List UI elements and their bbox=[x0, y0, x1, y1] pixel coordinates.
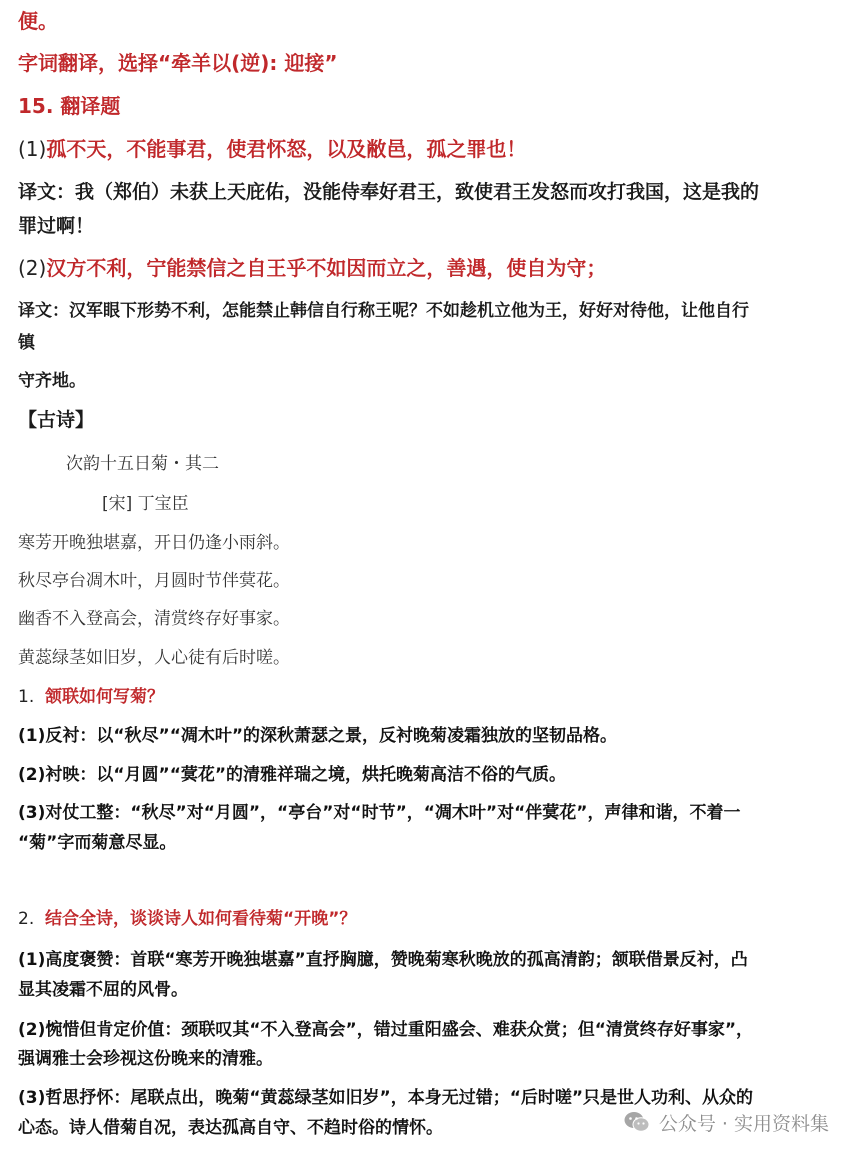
watermark bbox=[623, 1107, 829, 1137]
answer-line: 强调雅士会珍视这份晚来的清雅。 bbox=[18, 1049, 273, 1069]
watermark-text: 公众号 · 实用资料集 bbox=[658, 1112, 829, 1135]
answer-line: (2)惋惜但肯定价值：颈联叹其“不入登高会”，错过重阳盛会、难获众赏；但“清赏终存好事家”， bbox=[18, 1020, 754, 1040]
translation-text: 镇 bbox=[18, 333, 35, 353]
poem-line: 黄蕊绿茎如旧岁，人心徒有后时嗟。 bbox=[18, 648, 290, 668]
poem-title: 次韵十五日菊・其二 bbox=[66, 454, 219, 474]
answer-line: (3)对仗工整：“秋尽”对“月圆”，“亭台”对“时节”，“凋木叶”对“伴蓂花”，声律和谐，不着一 bbox=[18, 803, 741, 823]
translation-text: 守齐地。 bbox=[18, 371, 86, 391]
original-sentence: 孤不天，不能事君，使君怀怒，以及敝邑，孤之罪也！ bbox=[46, 137, 527, 161]
poem-line: 寒芳开晚独堪嘉，开日仍逢小雨斜。 bbox=[18, 533, 290, 553]
poem-line: 秋尽亭台凋木叶，月圆时节伴蓂花。 bbox=[18, 571, 290, 591]
question-2 bbox=[18, 906, 356, 932]
answer-line: (2)衬映：以“月圆”“蓂花”的清雅祥瑞之境，烘托晚菊高洁不俗的气质。 bbox=[18, 765, 567, 785]
section-heading: 15. 翻译题 bbox=[18, 94, 121, 118]
answer-line: 心态。诗人借菊自况，表达孤高自守、不趋时俗的情怀。 bbox=[18, 1118, 443, 1138]
text-line: 便。 bbox=[18, 9, 58, 33]
answer-line: (3)哲思抒怀：尾联点出，晚菊“黄蕊绿茎如旧岁”，本身无过错；“后时嗟”只是世人功利、从众的 bbox=[18, 1088, 754, 1108]
question-number: 2. bbox=[18, 909, 35, 929]
translation-item-2 bbox=[18, 255, 606, 281]
question-text: 结合全诗，谈谈诗人如何看待菊“开晚”？ bbox=[45, 909, 357, 929]
item-number: (2) bbox=[18, 256, 47, 280]
translation-text: 罪过啊！ bbox=[18, 215, 95, 237]
translation-text: 译文：汉军眼下形势不利，怎能禁止韩信自行称王呢？不如趁机立他为王，好好对待他，让他自行 bbox=[18, 301, 749, 321]
original-sentence: 汉方不利，宁能禁信之自王乎不如因而立之，善遇，使自为守； bbox=[46, 256, 607, 280]
answer-line: (1)高度褒赞：首联“寒芳开晚独堪嘉”直抒胸臆，赞晚菊寒秋晚放的孤高清韵；颔联借景反衬，凸 bbox=[18, 950, 748, 970]
answer-line: 显其凌霜不屈的风骨。 bbox=[18, 980, 188, 1000]
item-number: (1) bbox=[18, 137, 47, 161]
answer-line: (1)反衬：以“秋尽”“凋木叶”的深秋萧瑟之景，反衬晚菊凌霜独放的坚韧品格。 bbox=[18, 726, 618, 746]
poem-author: [宋] 丁宝臣 bbox=[102, 494, 189, 514]
wechat-icon bbox=[623, 1110, 651, 1134]
poem-line: 幽香不入登高会，清赏终存好事家。 bbox=[18, 609, 290, 629]
section-heading-poem: 【古诗】 bbox=[18, 409, 95, 431]
translation-text: 译文：我（郑伯）未获上天庇佑，没能侍奉好君王，致使君王发怒而攻打我国，这是我的 bbox=[18, 181, 760, 203]
question-number: 1. bbox=[18, 687, 35, 707]
answer-line: “菊”字而菊意尽显。 bbox=[18, 833, 177, 853]
word-translation-line: 字词翻译，选择“牵羊以(逆): 迎接” bbox=[18, 51, 338, 75]
translation-item-1 bbox=[18, 136, 526, 162]
question-1 bbox=[18, 684, 164, 710]
question-text: 颔联如何写菊？ bbox=[45, 687, 165, 707]
